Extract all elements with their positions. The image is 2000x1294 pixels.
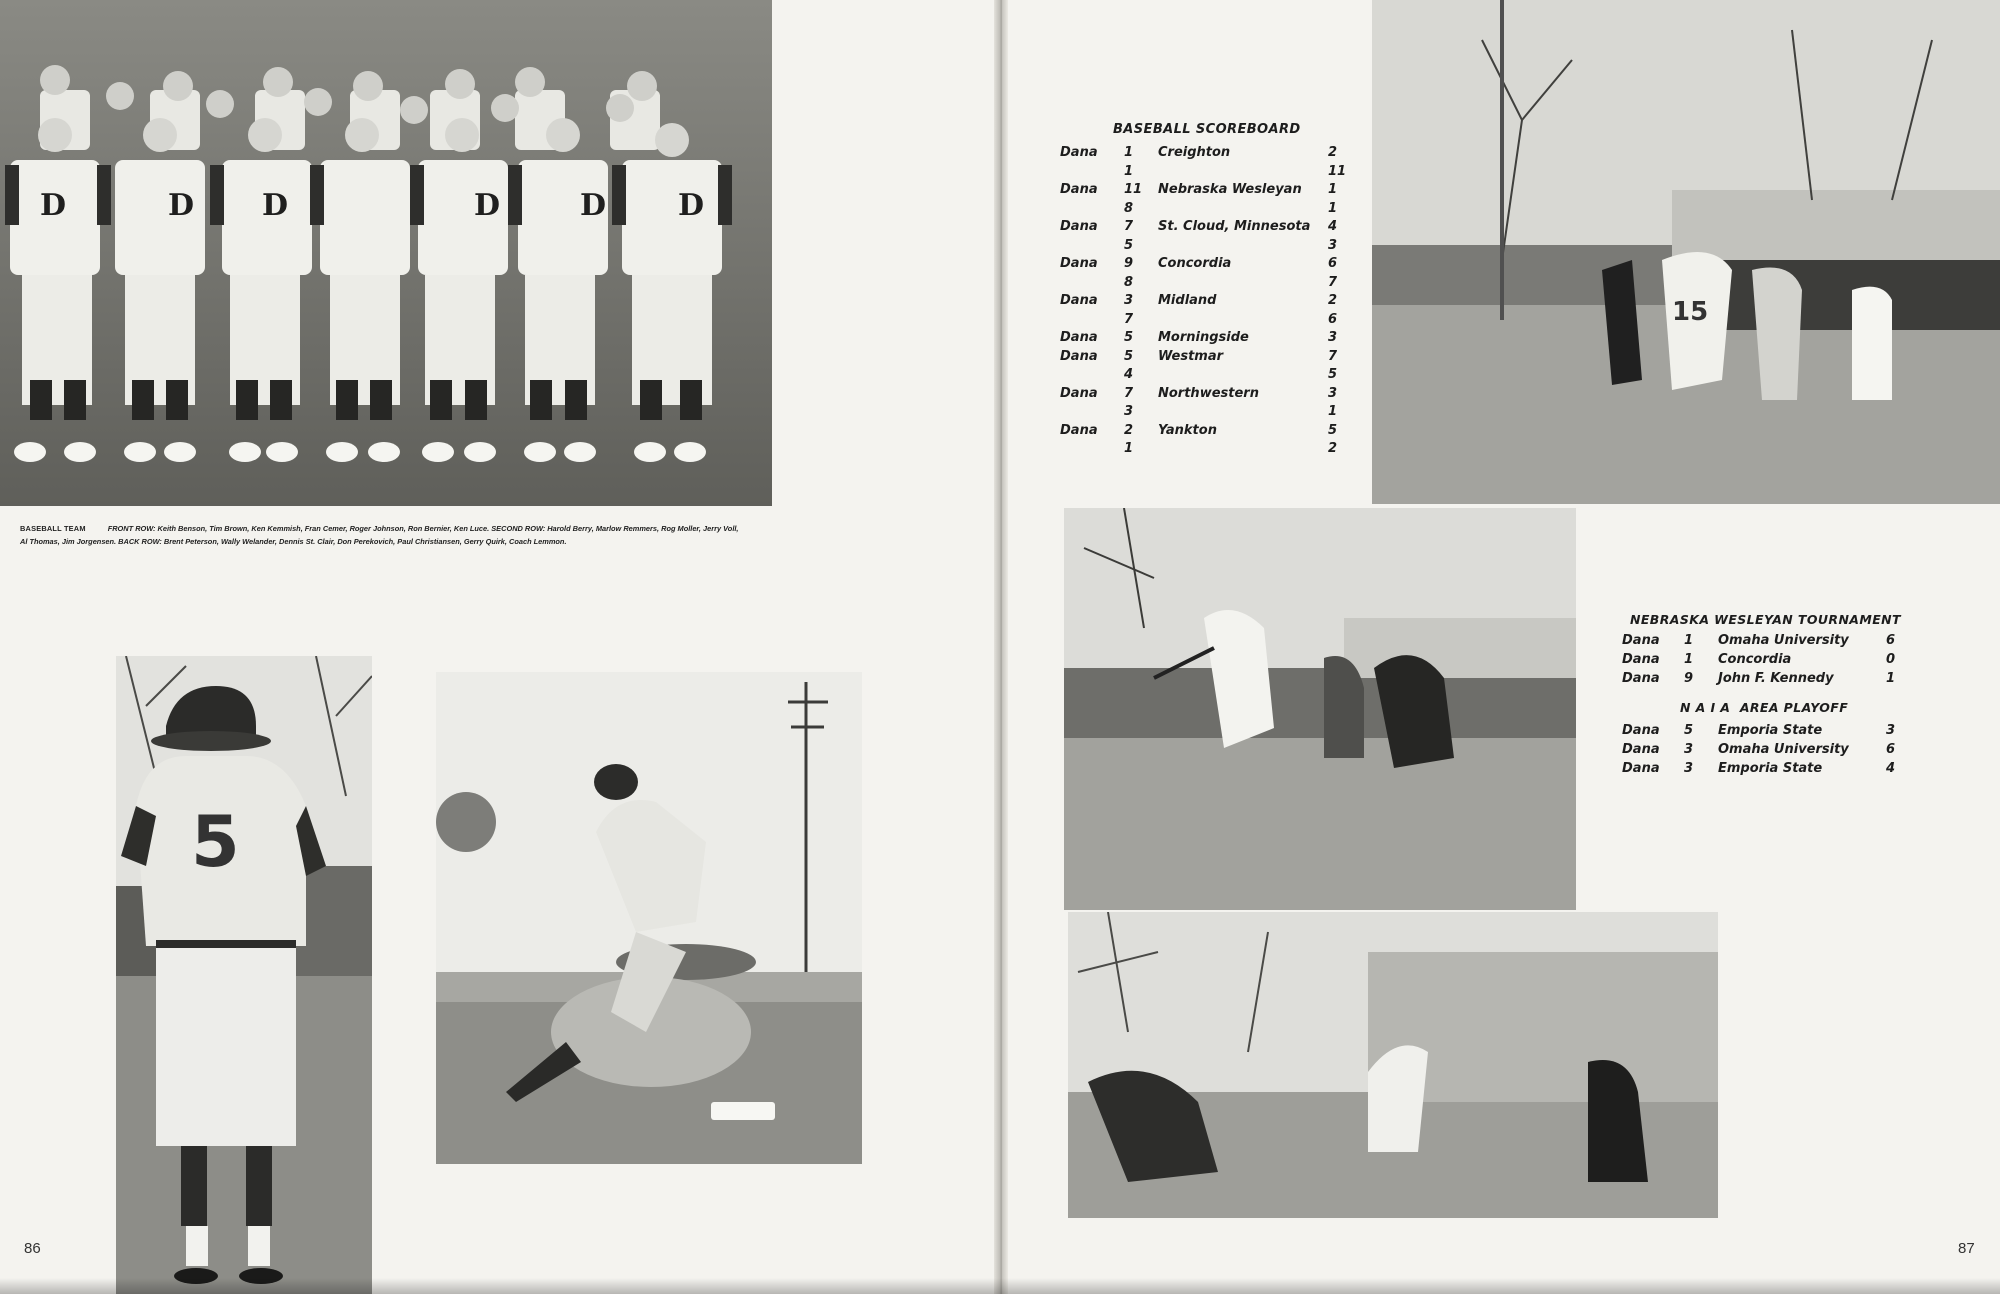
- team-photo: [0, 0, 772, 506]
- score-row: [1618, 761, 1908, 780]
- score-row: [1058, 201, 1348, 220]
- opponent-name: Westmar: [1158, 348, 1224, 364]
- svg-text:D: D: [168, 188, 195, 223]
- tournament-title: NEBRASKA WESLEYAN TOURNAMENT: [1630, 612, 1901, 627]
- score-row: [1058, 256, 1348, 275]
- opponent-score: 1: [1328, 200, 1338, 216]
- page-bottom-shadow: [0, 1278, 2000, 1294]
- team-score: 2: [1124, 422, 1134, 438]
- opponent-name: Yankton: [1158, 422, 1217, 438]
- team-score: 9: [1684, 671, 1694, 686]
- score-row: [1058, 330, 1348, 349]
- jersey-number: 5: [191, 801, 240, 883]
- book-gutter: [994, 0, 1008, 1294]
- team-score: 1: [1684, 652, 1694, 667]
- opponent-name: Emporia State: [1718, 723, 1823, 738]
- opponent-name: Nebraska Wesleyan: [1158, 182, 1302, 197]
- score-row: [1618, 671, 1908, 690]
- opponent-score: 7: [1328, 348, 1338, 364]
- page-number-right: 87: [1958, 1240, 1975, 1257]
- score-row: [1058, 404, 1348, 423]
- opponent-score: 6: [1886, 742, 1896, 757]
- opponent-score: 6: [1328, 311, 1338, 327]
- team-score: 3: [1124, 293, 1134, 308]
- opponent-score: 0: [1886, 652, 1896, 667]
- opponent-score: 3: [1328, 237, 1338, 253]
- team-name: Dana: [1622, 742, 1660, 757]
- svg-text:15: 15: [1672, 297, 1709, 327]
- opponent-score: 3: [1328, 330, 1338, 345]
- team-name: Dana: [1060, 348, 1098, 364]
- team-score: 7: [1124, 385, 1134, 401]
- opponent-name: St. Cloud, Minnesota: [1158, 219, 1311, 234]
- team-score: 7: [1124, 311, 1134, 327]
- opponent-name: Creighton: [1158, 145, 1231, 160]
- team-score: 5: [1684, 723, 1694, 738]
- score-row: [1058, 386, 1348, 405]
- score-row: [1058, 441, 1348, 460]
- svg-text:D: D: [40, 188, 67, 223]
- score-row: [1058, 275, 1348, 294]
- playoff-title: N A I A AREA PLAYOFF: [1680, 700, 1849, 715]
- play-at-plate-photo: [1068, 912, 1718, 1218]
- opponent-score: 1: [1328, 404, 1338, 419]
- team-score: 5: [1124, 330, 1134, 345]
- opponent-score: 5: [1328, 367, 1338, 382]
- team-name: Dana: [1060, 145, 1098, 160]
- opponent-score: 3: [1886, 723, 1896, 738]
- score-row: [1618, 742, 1908, 761]
- score-row: [1058, 312, 1348, 331]
- opponent-name: Omaha University: [1718, 633, 1849, 648]
- team-name: Dana: [1622, 671, 1660, 686]
- svg-text:D: D: [580, 188, 607, 223]
- opponent-score: 11: [1328, 163, 1347, 179]
- team-score: 3: [1684, 761, 1694, 776]
- score-row: [1058, 145, 1348, 164]
- team-score: 8: [1124, 274, 1134, 290]
- score-row: [1058, 238, 1348, 257]
- opponent-name: Northwestern: [1158, 385, 1259, 401]
- team-score: 1: [1124, 441, 1134, 456]
- sliding-play-photo: [436, 672, 862, 1164]
- team-score: 1: [1684, 633, 1694, 648]
- svg-text:D: D: [678, 188, 705, 223]
- team-name: Dana: [1060, 219, 1098, 234]
- score-row: [1058, 367, 1348, 386]
- score-row: [1058, 349, 1348, 368]
- opponent-name: Midland: [1158, 293, 1217, 308]
- opponent-score: 7: [1328, 274, 1338, 290]
- team-score: 5: [1124, 237, 1134, 253]
- team-score: 3: [1684, 742, 1694, 757]
- page-number-left: 86: [24, 1240, 41, 1257]
- caption-label: BASEBALL TEAM: [20, 524, 86, 533]
- opponent-score: 6: [1886, 633, 1896, 648]
- team-name: Dana: [1622, 761, 1660, 776]
- team-name: Dana: [1060, 256, 1098, 271]
- team-name: Dana: [1060, 385, 1098, 401]
- team-name: Dana: [1622, 633, 1660, 648]
- team-name: Dana: [1622, 652, 1660, 667]
- score-row: [1618, 723, 1908, 742]
- opponent-score: 4: [1328, 219, 1338, 234]
- svg-text:D: D: [262, 188, 289, 223]
- team-score: 8: [1124, 200, 1134, 216]
- team-name: Dana: [1060, 330, 1098, 345]
- opponent-score: 1: [1328, 182, 1338, 197]
- team-score: 5: [1124, 348, 1134, 364]
- team-score: 1: [1124, 145, 1134, 160]
- team-score: 1: [1124, 163, 1134, 179]
- scoreboard-title: BASEBALL SCOREBOARD: [1113, 122, 1301, 137]
- score-row: [1058, 219, 1348, 238]
- team-name: Dana: [1060, 422, 1098, 438]
- caption-text: FRONT ROW: Keith Benson, Tim Brown, Ken Kemmish, Fran Cemer, Roger Johnson, Ron Bernier, Ken Luce. SECOND ROW: Harold Berry, Marlow Remmers, Rog Moller, Jerry Voll, Al Thomas, Jim Jorgensen. BACK ROW: Brent Peterson, Wally Welander, Dennis St. Clair, Don Perekovich, Paul Christiansen, Gerry Quirk, Coach Lemmon.: [20, 524, 739, 546]
- score-row: [1618, 633, 1908, 652]
- score-row: [1058, 293, 1348, 312]
- opponent-name: Morningside: [1158, 330, 1249, 345]
- opponent-score: 6: [1328, 256, 1338, 271]
- opponent-name: Concordia: [1158, 256, 1232, 271]
- svg-text:D: D: [474, 188, 501, 223]
- opponent-name: Omaha University: [1718, 742, 1849, 757]
- opponent-score: 1: [1886, 671, 1896, 686]
- tournament-results: [1618, 612, 1908, 780]
- opponent-score: 2: [1328, 441, 1338, 456]
- team-photo-caption: [20, 522, 740, 548]
- score-row: [1058, 423, 1348, 442]
- team-score: 4: [1124, 367, 1134, 382]
- opponent-score: 4: [1886, 761, 1896, 776]
- batter-swing-photo: [1064, 508, 1576, 910]
- opponent-score: 2: [1328, 145, 1338, 160]
- opponent-score: 5: [1328, 422, 1338, 438]
- opponent-name: Emporia State: [1718, 761, 1823, 776]
- team-name: Dana: [1060, 293, 1098, 308]
- baseball-scoreboard: [1058, 122, 1348, 460]
- opponent-score: 3: [1328, 385, 1338, 401]
- team-score: 7: [1124, 219, 1134, 234]
- player-5-photo: [116, 656, 372, 1294]
- team-name: Dana: [1622, 723, 1660, 738]
- opponent-score: 2: [1328, 293, 1338, 308]
- score-row: [1618, 652, 1908, 671]
- score-row: [1058, 182, 1348, 201]
- team-score: 3: [1124, 404, 1134, 419]
- score-row: [1058, 164, 1348, 183]
- team-score: 11: [1124, 182, 1143, 197]
- team-score: 9: [1124, 256, 1134, 271]
- home-plate-photo: [1372, 0, 2000, 504]
- team-name: Dana: [1060, 182, 1098, 197]
- opponent-name: John F. Kennedy: [1718, 671, 1834, 686]
- opponent-name: Concordia: [1718, 652, 1792, 667]
